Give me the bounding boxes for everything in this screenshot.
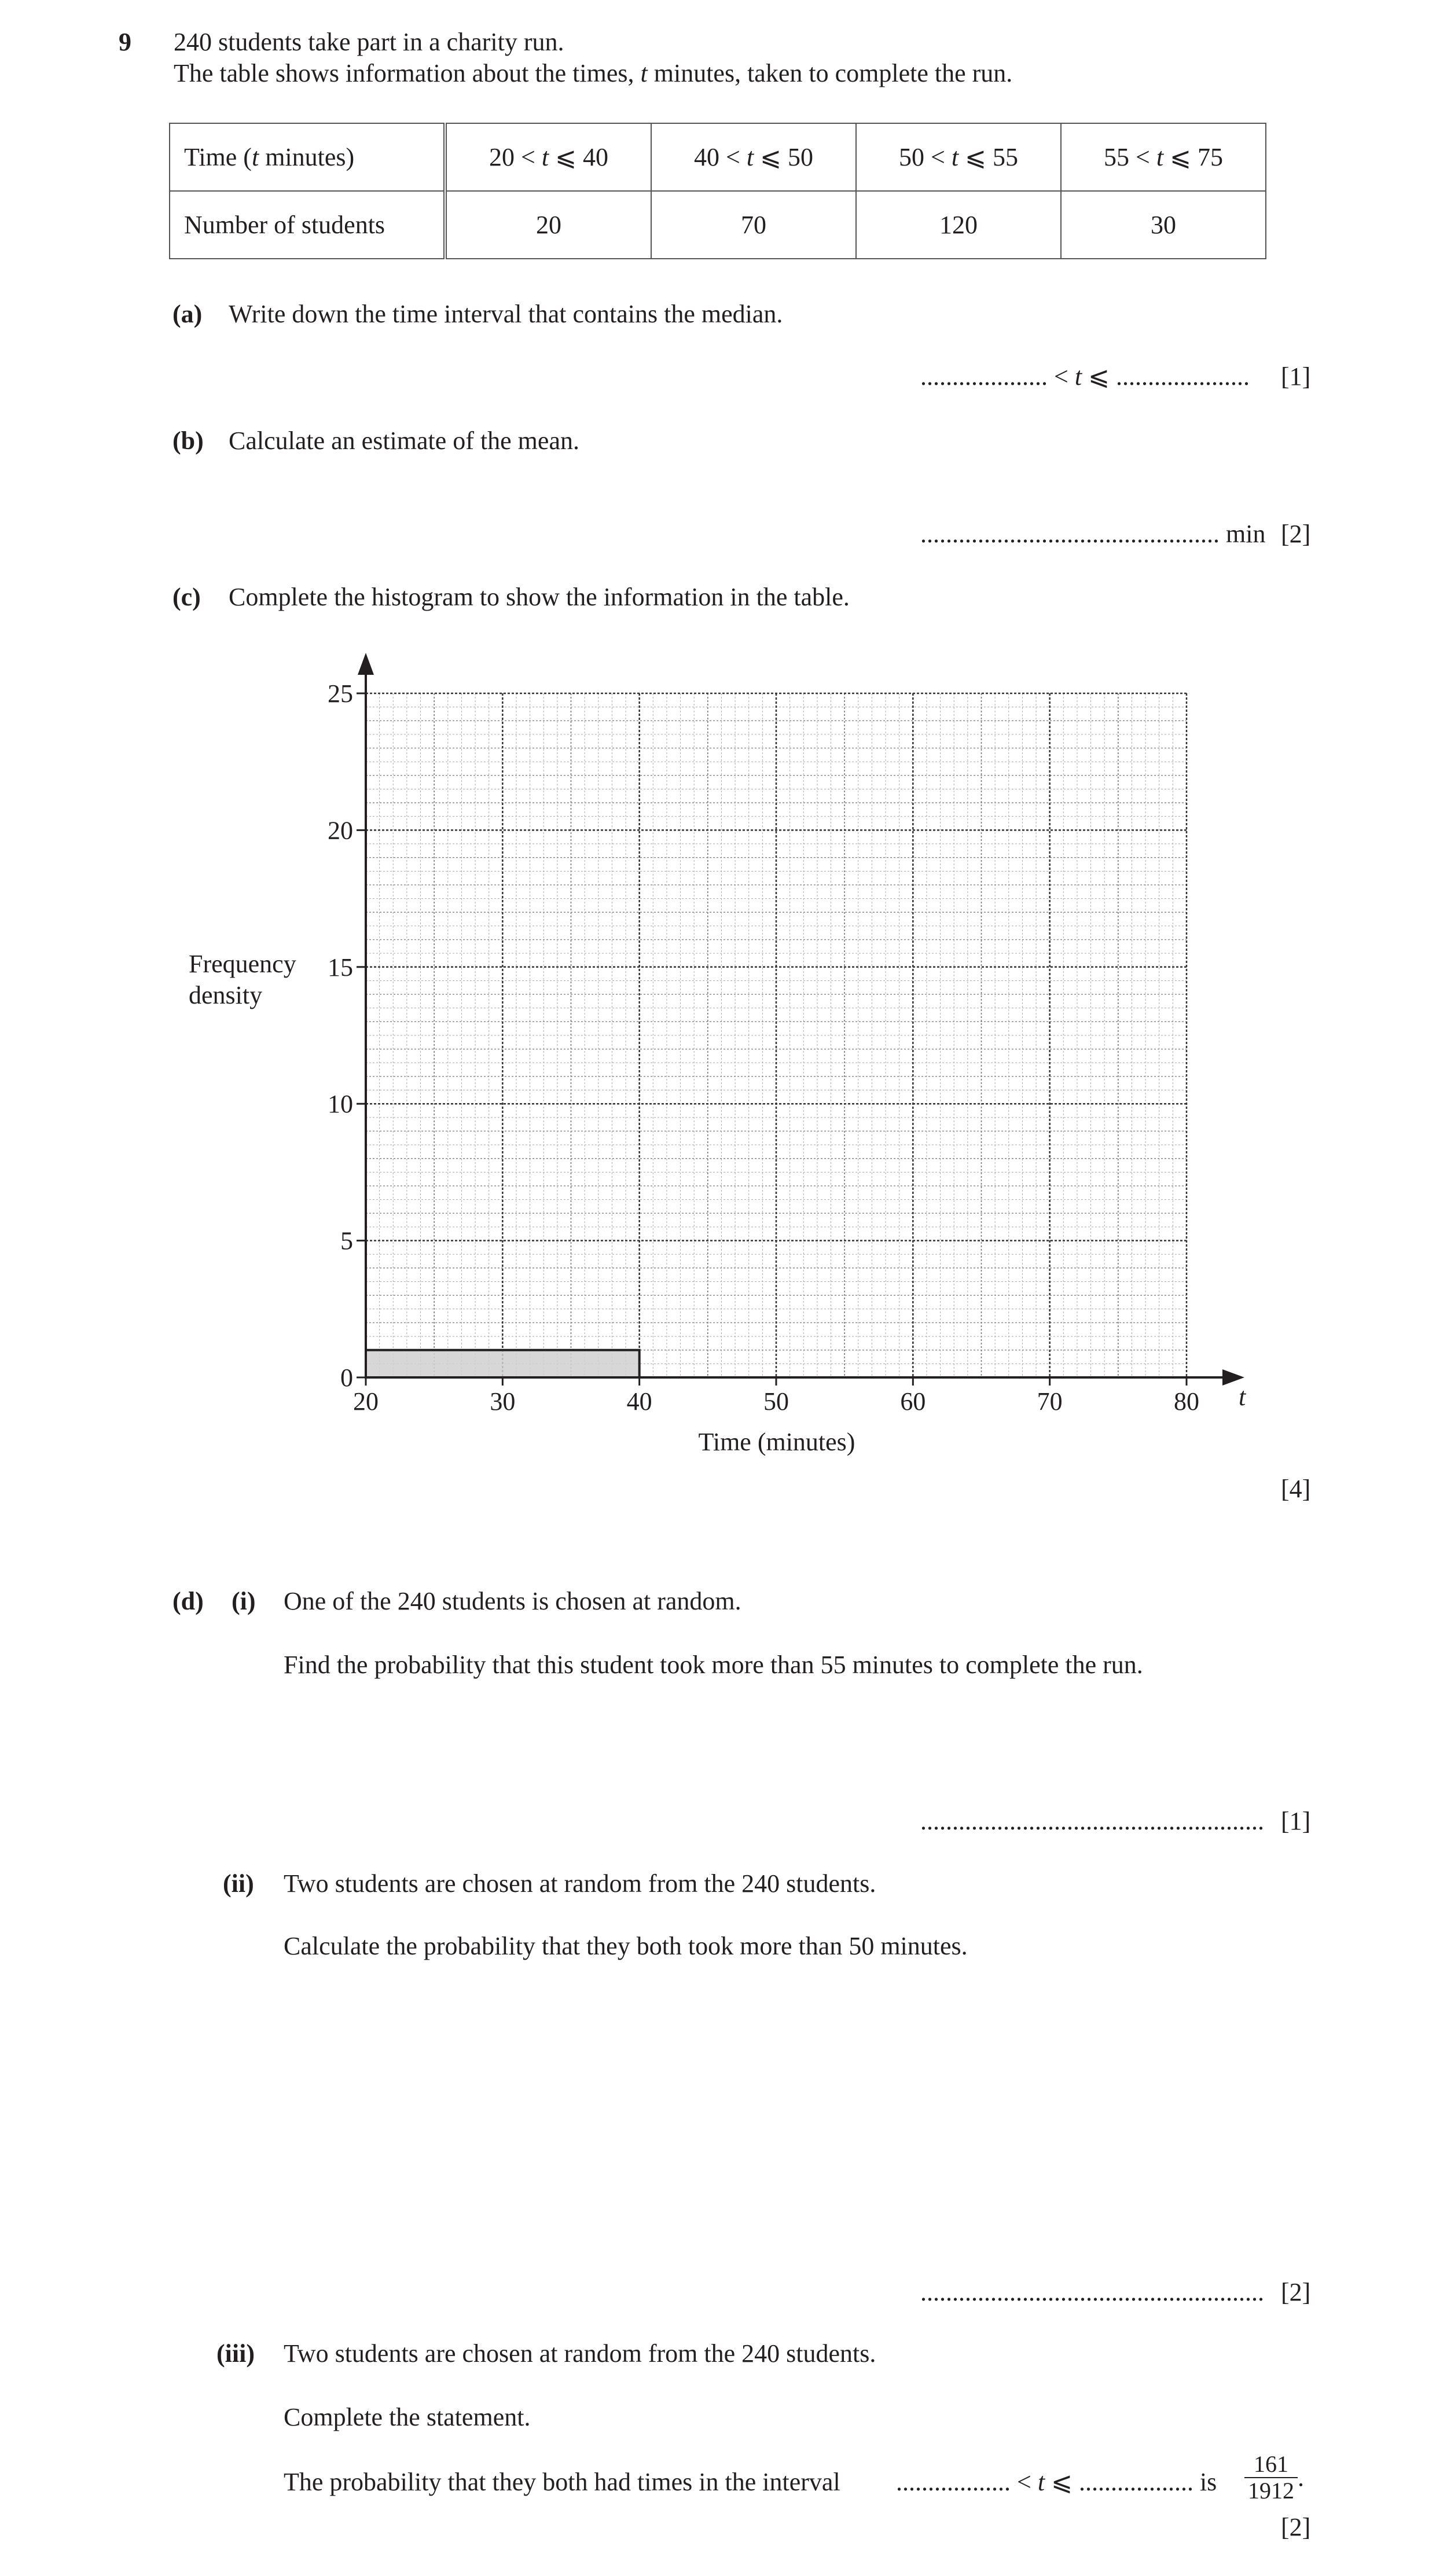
part-d-label: (d) [172,1587,204,1615]
count-cell: 30 [1061,191,1266,259]
y-axis-arrow [358,653,374,675]
part-a-label: (a) [172,300,203,328]
y-tick-label: 10 [328,1090,353,1119]
part-d-i-text2: Find the probability that this student took more than 55 minutes to complete the run. [284,1651,1143,1679]
intro-line-2: The table shows information about the times, t minutes, taken to complete the run. [174,59,1013,87]
y-tick-label: 0 [340,1364,353,1392]
part-d-iii-text3: The probability that they both had times in the interval [284,2468,840,2496]
x-tick-label: 30 [490,1387,516,1416]
part-d-i-marks: [1] [1281,1807,1311,1835]
interval-cell: 40 < t ⩽ 50 [651,123,856,191]
x-tick-label: 70 [1037,1387,1063,1416]
x-tick-label: 80 [1174,1387,1199,1416]
count-cell: 120 [856,191,1061,259]
probability-fraction [1244,2452,1304,2504]
x-tick-label: 50 [763,1387,789,1416]
part-d-iii-answer[interactable]: .................. < t ⩽ .................. is [896,2468,1217,2496]
histogram-bars [366,1350,640,1377]
table-row [170,191,1266,259]
axes [358,653,1244,1386]
y-tick-label: 15 [328,953,353,982]
y-tick-label: 5 [340,1226,353,1255]
fraction-denominator: 1912 [1248,2478,1294,2504]
part-d-ii-answer-line[interactable]: ...................................................... [920,2278,1264,2306]
part-d-iii-marks: [2] [1281,2513,1311,2541]
ticks [328,679,1199,1416]
intro-line-1: 240 students take part in a charity run. [174,28,564,56]
interval-cell: 50 < t ⩽ 55 [856,123,1061,191]
count-cell: 20 [445,191,651,259]
x-axis-variable: t [1239,1383,1246,1411]
part-d-iii-label: (iii) [216,2339,255,2368]
interval-cell: 55 < t ⩽ 75 [1061,123,1266,191]
x-tick-label: 60 [900,1387,926,1416]
table-row [170,123,1266,191]
part-a-answer[interactable]: .................... < t ⩽ ..................... [920,362,1250,391]
count-cell: 70 [651,191,856,259]
part-c-marks: [4] [1281,1475,1311,1503]
part-b-answer-line[interactable]: ............................................... [920,520,1220,548]
part-d-ii-text2: Calculate the probability that they both took more than 50 minutes. [284,1932,968,1960]
part-d-iii-text2: Complete the statement. [284,2403,531,2431]
part-b-label: (b) [172,427,204,455]
part-c-label: (c) [172,583,201,611]
y-tick-label: 20 [328,816,353,845]
histogram-chart[interactable] [0,625,1436,1493]
part-c-text: Complete the histogram to show the information in the table. [229,583,850,611]
part-a-text: Write down the time interval that contains the median. [229,300,783,328]
interval-cell: 20 < t ⩽ 40 [445,123,651,191]
part-b-text: Calculate an estimate of the mean. [229,427,579,455]
part-a-marks: [1] [1281,362,1311,391]
x-tick-label: 20 [353,1387,379,1416]
x-tick-label: 40 [626,1387,652,1416]
part-d-i-text1: One of the 240 students is chosen at random. [284,1587,741,1615]
part-d-ii-text1: Two students are chosen at random from the 240 students. [284,1869,876,1898]
question-number: 9 [119,28,131,56]
y-tick-label: 25 [328,679,353,708]
x-axis-label: Time (minutes) [698,1428,855,1456]
students-header-cell: Number of students [170,191,445,259]
part-b-marks: [2] [1281,520,1311,548]
part-b-unit: min [1226,520,1266,548]
time-header-cell: Time (t minutes) [170,123,445,191]
y-axis-label-line1: Frequency [189,950,296,978]
times-table [169,123,1266,259]
part-d-ii-marks: [2] [1281,2278,1311,2306]
part-d-iii-text1: Two students are chosen at random from the 240 students. [284,2339,876,2368]
histogram-bar [366,1350,640,1377]
statement-end: . [1298,2463,1304,2492]
part-d-i-label: (i) [232,1587,256,1615]
part-d-ii-label: (ii) [223,1869,254,1898]
y-axis-label-line2: density [189,981,263,1009]
fraction-numerator: 161 [1244,2452,1298,2478]
part-d-i-answer-line[interactable]: ...................................................... [920,1807,1264,1835]
